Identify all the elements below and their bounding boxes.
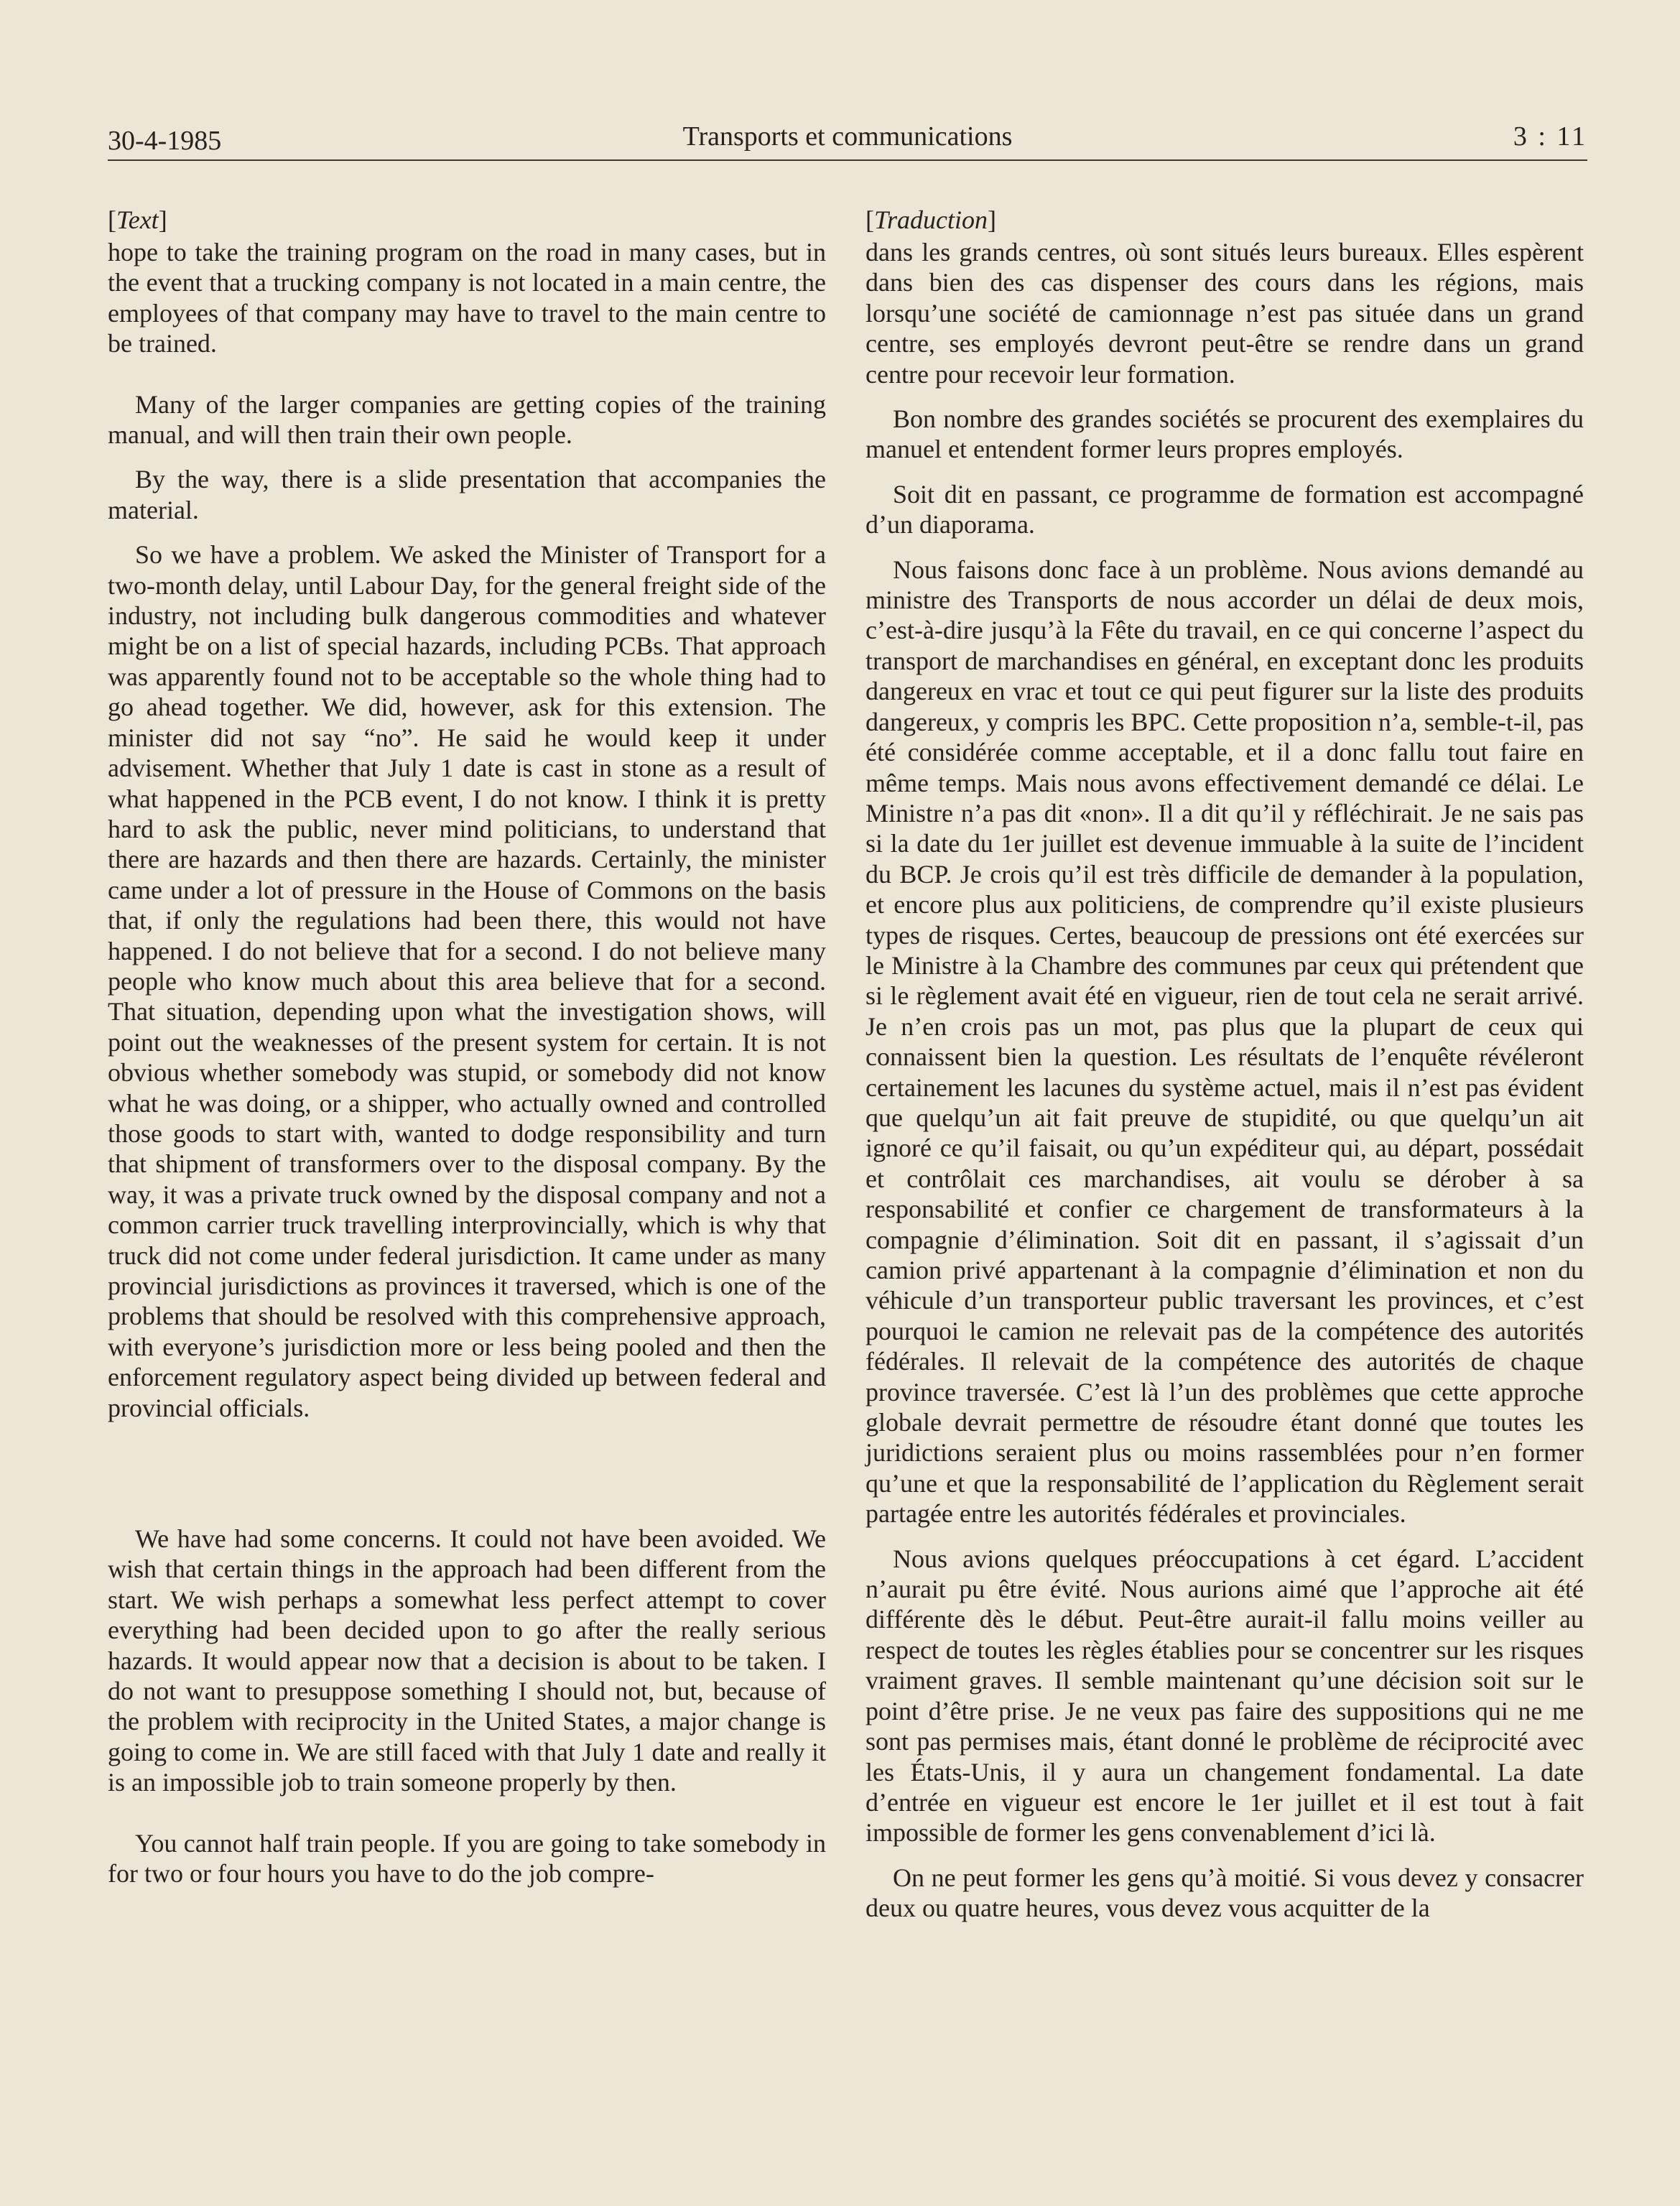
header-page-number: 3 : 11: [1513, 121, 1587, 152]
paragraph: Bon nombre des grandes sociétés se procurent des exemplaires du manuel et entendent former leurs propres employés.: [865, 404, 1584, 464]
header-title: Transports et communications: [682, 121, 1013, 152]
paragraph: dans les grands centres, où sont situés leurs bureaux. Elles espèrent dans bien des cas dispenser des cours dans les régions, mais lorsqu’une société de camionnage n’est pas située dans un grand centre, ses employés devront peut-être se rendre dans un grand centre pour recevoir leur formation.: [865, 238, 1584, 389]
paragraph: On ne peut former les gens qu’à moitié. Si vous devez y consacrer deux ou quatre heures, vous devez vous acquitter de la: [865, 1863, 1584, 1923]
right-column-french: [865, 203, 1584, 1924]
paragraph: Nous faisons donc face à un problème. Nous avions demandé au ministre des Transports de nous accorder un délai de deux mois, c’est-à-dire jusqu’à la Fête du travail, en ce qui concerne l’aspect du transport de marchandises en général, en exceptant donc les produits dangereux en vrac et tout ce qui peut figurer sur la liste des produits dangereux, y compris les BPC. Cette proposition n’a, semble-t-il, pas été considérée comme acceptable, et il a donc fallu tout faire en même temps. Mais nous avons effectivement demandé ce délai. Le Ministre n’a pas dit «non». Il a dit qu’il y réfléchirait. Je ne sais pas si la date du 1er juillet est devenue immuable à la suite de l’incident du BCP. Je crois qu’il est très difficile de demander à la population, et encore plus aux politiciens, de comprendre qu’il existe plusieurs types de risques. Certes, beaucoup de pressions ont été exercées sur le Ministre à la Chambre des communes par ceux qui prétendent que si le règlement avait été en vigueur, rien de tout cela ne serait arrivé. Je n’en crois pas un mot, pas plus que la plupart de ceux qui connaissent bien la question. Les résultats de l’enquête révéleront certainement les lacunes du système actuel, mais il n’est pas évident que quelqu’un ait fait preuve de stupidité, ou que quelqu’un ait ignoré ce qu’il faisait, ou qu’un expéditeur qui, au départ, possédait et contrôlait ces marchandises, ait voulu se dérober à sa responsabilité et confier ce chargement de transformateurs à la compagnie d’élimination. Soit dit en passant, il s’agissait d’un camion privé appartenant à la compagnie d’élimination et non du véhicule d’un transporteur public traversant les provinces, et c’est pourquoi le camion ne relevait pas de la compétence des autorités fédérales. Il relevait de la compétence des autorités de chaque province traversée. C’est là l’un des problèmes que cette approche globale devrait permettre de résoudre étant donné que toutes les juridictions seraient plus ou moins rassemblées pour n’en former qu’une et que la responsabilité de l’application du Règlement serait partagée entre les autorités fédérales et provinciales.: [865, 555, 1584, 1529]
paragraph: We have had some concerns. It could not have been avoided. We wish that certain things in the approach had been different from the start. We wish perhaps a somewhat less perfect attempt to cover everything had been decided upon to go after the really serious hazards. It would appear now that a decision is about to be taken. I do not want to presuppose something I should not, but, because of the problem with reciprocity in the United States, a major change is going to come in. We are still faced with that July 1 date and really it is an impossible job to train someone properly by then.: [108, 1524, 826, 1797]
paragraph: Nous avions quelques préoccupations à cet égard. L’accident n’aurait pu être évité. Nous aurions aimé que l’approche ait été différente dès le début. Peut-être aurait-il fallu moins veiller au respect de toutes les règles établies pour se concentrer sur les risques vraiment graves. Il semble maintenant qu’une décision soit sur le point d’être prise. Je ne veux pas faire des suppositions qui ne me sont pas permises mais, étant donné le problème de réciprocité avec les États-Unis, il y aura un changement fondamental. La date d’entrée en vigueur est encore le 1er juillet et il est tout à fait impossible de former les gens convenablement d’ici là.: [865, 1544, 1584, 1848]
column-label-traduction: [Traduction]: [865, 205, 997, 234]
paragraph: Soit dit en passant, ce programme de formation est accompagné d’un diaporama.: [865, 479, 1584, 539]
left-column-english: [108, 203, 826, 1889]
column-label-text: [Text]: [108, 205, 167, 234]
page-header: [108, 115, 1587, 159]
paragraph: You cannot half train people. If you are going to take somebody in for two or four hours you have to do the job compre-: [108, 1828, 826, 1888]
paragraph: Many of the larger companies are getting copies of the training manual, and will then train their own people.: [108, 389, 826, 450]
header-rule: [108, 159, 1587, 161]
paragraph: By the way, there is a slide presentation that accompanies the material.: [108, 465, 826, 524]
header-date: 30-4-1985: [108, 126, 222, 156]
paragraph: hope to take the training program on the road in many cases, but in the event that a trucking company is not located in a main centre, the employees of that company may have to travel to the main centre to be trained.: [108, 238, 826, 358]
paragraph: So we have a problem. We asked the Minister of Transport for a two-month delay, until Labour Day, for the general freight side of the industry, not including bulk dangerous commodities and whatever might be on a list of special hazards, including PCBs. That approach was apparently found not to be acceptable so the whole thing had to go ahead together. We did, however, ask for this extension. The minister did not say “no”. He said he would keep it under advisement. Whether that July 1 date is cast in stone as a result of what happened in the PCB event, I do not know. I think it is pretty hard to ask the public, never mind politicians, to understand that there are hazards and then there are hazards. Certainly, the minister came under a lot of pressure in the House of Commons on the basis that, if only the regulations had been there, this would not have happened. I do not believe that for a second. I do not believe many people who know much about this area believe that for a second. That situation, depending upon what the investigation shows, will point out the weaknesses of the present system for certain. It is not obvious whether somebody was stupid, or somebody did not know what he was doing, or a shipper, who actually owned and controlled those goods to start with, wanted to dodge responsibility and turn that shipment of transformers over to the disposal company. By the way, it was a private truck owned by the disposal company and not a common carrier truck travelling interprovincially, which is why that truck did not come under federal jurisdiction. It came under as many provincial jurisdictions as provinces it traversed, which is one of the problems that should be resolved with this comprehensive approach, with everyone’s jurisdiction more or less being pooled and then the enforcement regulatory aspect being divided up between federal and provincial officials.: [108, 540, 826, 1422]
